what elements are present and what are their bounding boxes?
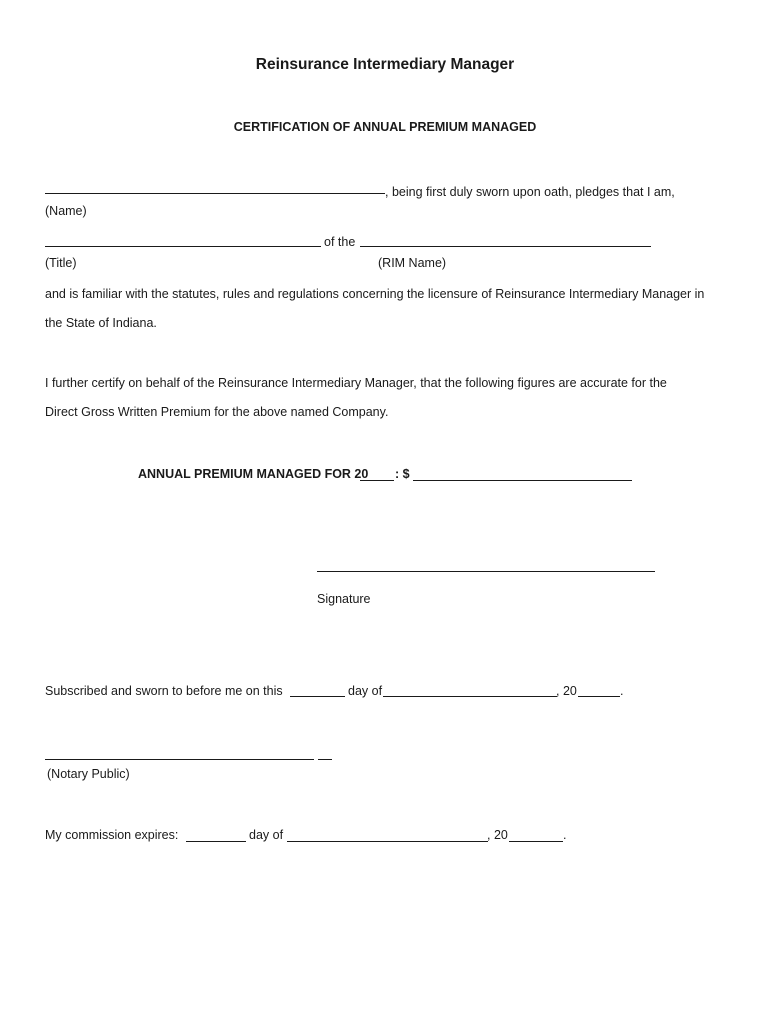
notary-label: (Notary Public) (47, 767, 130, 781)
subscribed-month-field[interactable] (383, 696, 557, 697)
name-label: (Name) (45, 204, 87, 218)
premium-year-field[interactable] (360, 480, 394, 481)
certify-text-line-1: I further certify on behalf of the Reinsurance Intermediary Manager, that the following figures are accurate for the (45, 376, 667, 390)
signature-label: Signature (317, 592, 371, 606)
subscribed-comma-20: , 20 (556, 684, 577, 698)
commission-comma-20: , 20 (487, 828, 508, 842)
premium-colon-dollar: : $ (395, 467, 410, 481)
of-the-text: of the (324, 235, 356, 249)
commission-text: My commission expires: (45, 828, 179, 842)
subscribed-year-field[interactable] (578, 696, 620, 697)
notary-field-tail (318, 759, 332, 760)
subscribed-day-field[interactable] (290, 696, 345, 697)
rim-name-label: (RIM Name) (378, 256, 447, 270)
familiar-text-line-2: the State of Indiana. (45, 316, 157, 330)
commission-day-field[interactable] (186, 841, 246, 842)
title-field[interactable] (45, 246, 321, 247)
signature-field[interactable] (317, 571, 655, 572)
page-title: Reinsurance Intermediary Manager (255, 56, 515, 73)
subscribed-period: . (620, 684, 624, 698)
familiar-text-line-1: and is familiar with the statutes, rules and regulations concerning the licensure of Reinsurance Intermediary Manager in (45, 287, 705, 301)
commission-month-field[interactable] (287, 841, 488, 842)
rim-name-field[interactable] (360, 246, 651, 247)
subscribed-day-of: day of (348, 684, 383, 698)
premium-label: ANNUAL PREMIUM MANAGED FOR 20 (138, 467, 369, 481)
commission-day-of: day of (249, 828, 284, 842)
subscribed-text: Subscribed and sworn to before me on this (45, 684, 283, 698)
commission-year-field[interactable] (509, 841, 563, 842)
premium-amount-field[interactable] (413, 480, 632, 481)
oath-text: , being first duly sworn upon oath, pledges that I am, (385, 185, 675, 199)
title-label: (Title) (45, 256, 77, 270)
notary-field[interactable] (45, 759, 314, 760)
name-field[interactable] (45, 193, 385, 194)
commission-period: . (563, 828, 567, 842)
certify-text-line-2: Direct Gross Written Premium for the above named Company. (45, 405, 389, 419)
form-subtitle: CERTIFICATION OF ANNUAL PREMIUM MANAGED (233, 120, 537, 134)
